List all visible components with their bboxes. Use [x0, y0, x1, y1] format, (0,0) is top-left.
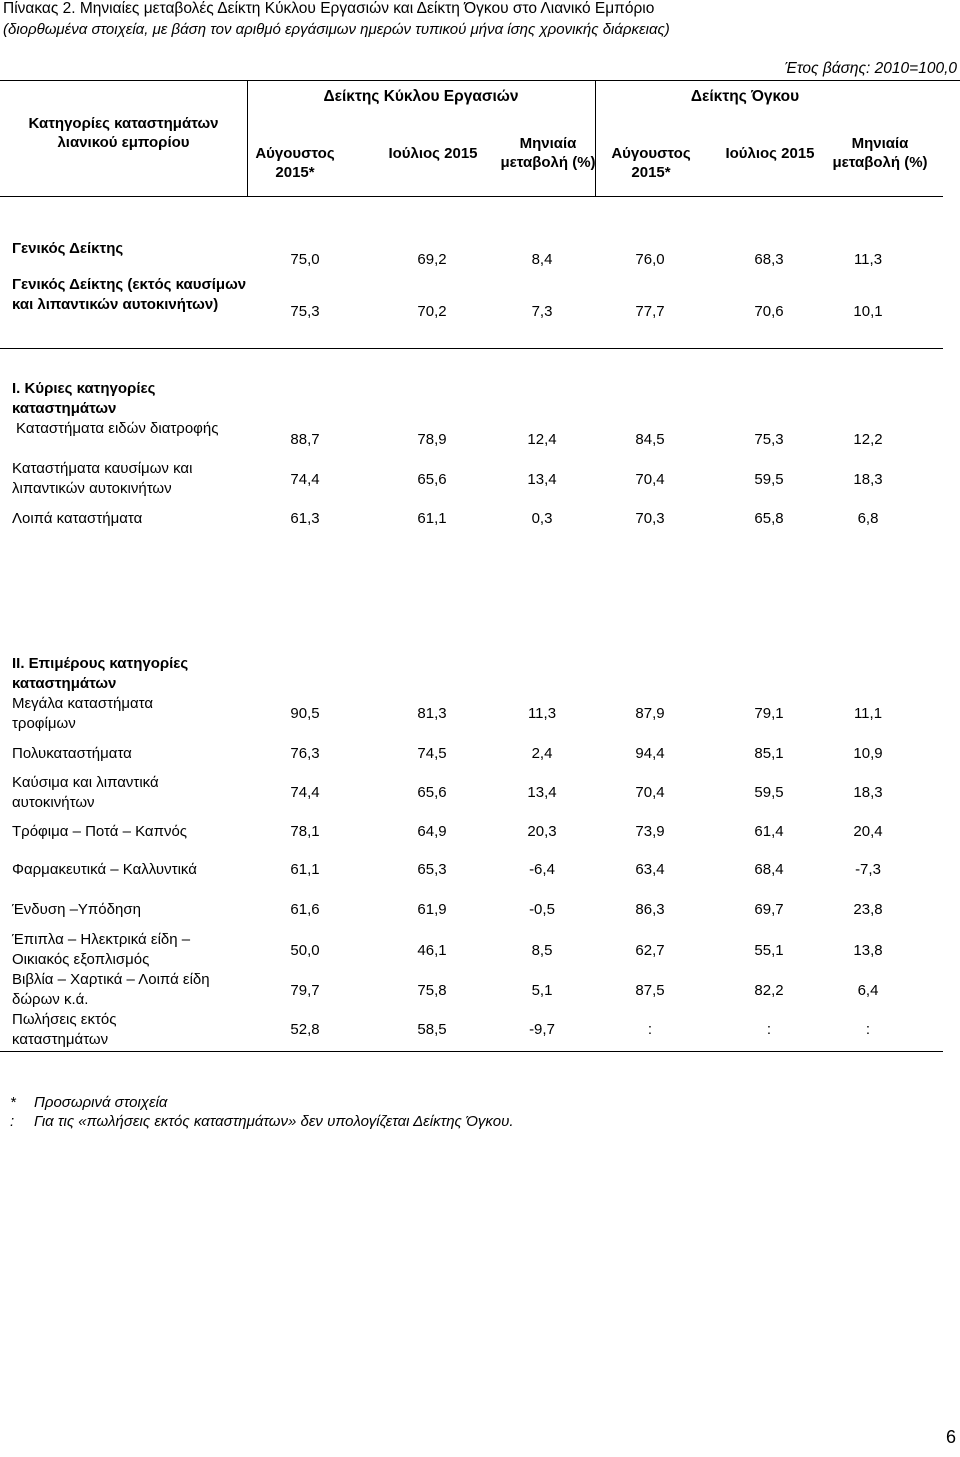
- cell: 7,3: [531, 303, 553, 320]
- cell: 20,3: [527, 823, 557, 840]
- cell: 70,2: [417, 303, 447, 320]
- col-header-change-volume: Μηνιαία μεταβολή (%): [832, 135, 928, 171]
- row-label-fuels: Καύσιμα και λιπαντικά αυτοκινήτων: [12, 774, 159, 811]
- cell: 94,4: [635, 745, 665, 762]
- cell: 58,5: [417, 1021, 447, 1038]
- cell: 76,0: [635, 251, 665, 268]
- base-year-note: Έτος βάσης: 2010=100,0: [784, 60, 957, 77]
- table-subtitle: (διορθωμένα στοιχεία, με βάση τον αριθμό εργάσιμων ημερών τυπικού μήνα ίσης χρονικής διάρκειας): [3, 21, 670, 38]
- cell: 75,0: [290, 251, 320, 268]
- cell: 11,3: [853, 251, 883, 268]
- cell: 82,2: [754, 982, 784, 999]
- cell: 13,8: [853, 942, 883, 959]
- row-label-general: Γενικός Δείκτης: [12, 240, 124, 257]
- header-category: Κατηγορίες καταστημάτων λιανικού εμπορίου: [28, 115, 219, 151]
- cell: 70,4: [635, 784, 665, 801]
- header-volume-group: Δείκτης Όγκου: [690, 88, 800, 105]
- cell: 62,7: [635, 942, 665, 959]
- cell: 78,9: [417, 431, 447, 448]
- cell: 65,8: [754, 510, 784, 527]
- cell: 20,4: [853, 823, 883, 840]
- cell: 50,0: [290, 942, 320, 959]
- cell: 5,1: [531, 982, 553, 999]
- cell: 81,3: [417, 705, 447, 722]
- cell: :: [647, 1021, 653, 1038]
- row-label-fuel-stores: Καταστήματα καυσίμων και λιπαντικών αυτοκινήτων: [12, 460, 193, 497]
- cell: 90,5: [290, 705, 320, 722]
- cell: 74,5: [417, 745, 447, 762]
- cell: 23,8: [853, 901, 883, 918]
- cell: 18,3: [853, 784, 883, 801]
- section-heading-main: I. Κύριες κατηγορίες καταστημάτων: [12, 380, 156, 417]
- cell: 59,5: [754, 471, 784, 488]
- cell: 74,4: [290, 471, 320, 488]
- col-header-aug-volume: Αύγουστος 2015*: [611, 145, 691, 181]
- cell: 68,4: [754, 861, 784, 878]
- cell: 52,8: [290, 1021, 320, 1038]
- cell: :: [766, 1021, 772, 1038]
- cell: 87,9: [635, 705, 665, 722]
- header-turnover-group: Δείκτης Κύκλου Εργασιών: [323, 88, 519, 105]
- cell: 2,4: [531, 745, 553, 762]
- cell: 70,3: [635, 510, 665, 527]
- cell: 8,5: [531, 942, 553, 959]
- cell: 61,3: [290, 510, 320, 527]
- cell: 79,1: [754, 705, 784, 722]
- cell: -7,3: [855, 861, 881, 878]
- cell: 11,3: [527, 705, 557, 722]
- rule-after-general: [0, 348, 943, 349]
- cell: 78,1: [290, 823, 320, 840]
- row-label-other-stores: Λοιπά καταστήματα: [12, 510, 143, 527]
- cell: 70,6: [754, 303, 784, 320]
- row-label-department-stores: Πολυκαταστήματα: [12, 745, 132, 762]
- cell: 12,2: [853, 431, 883, 448]
- page-number: 6: [945, 1427, 956, 1447]
- cell: 85,1: [754, 745, 784, 762]
- cell: 10,1: [853, 303, 883, 320]
- cell: 73,9: [635, 823, 665, 840]
- cell: 6,8: [857, 510, 879, 527]
- cell: 8,4: [531, 251, 553, 268]
- cell: 13,4: [527, 471, 557, 488]
- col-header-aug-turnover: Αύγουστος 2015*: [255, 145, 335, 181]
- cell: 59,5: [754, 784, 784, 801]
- cell: 68,3: [754, 251, 784, 268]
- cell: 46,1: [417, 942, 447, 959]
- header-top-rule: [0, 80, 960, 81]
- row-label-non-store-sales: Πωλήσεις εκτός καταστημάτων: [12, 1011, 117, 1048]
- cell: 88,7: [290, 431, 320, 448]
- section-heading-sub: II. Επιμέρους κατηγορίες καταστημάτων: [12, 655, 189, 692]
- cell: 77,7: [635, 303, 665, 320]
- row-label-food-drink-tobacco: Τρόφιμα – Ποτά – Καπνός: [12, 823, 188, 840]
- table-bottom-rule: [0, 1051, 943, 1052]
- row-label-food-stores: Καταστήματα ειδών διατροφής: [16, 420, 219, 437]
- cell: 12,4: [527, 431, 557, 448]
- cell: 84,5: [635, 431, 665, 448]
- row-label-clothing: Ένδυση –Υπόδηση: [12, 901, 141, 918]
- footnote-volume: Για τις «πωλήσεις εκτός καταστημάτων» δεν υπολογίζεται Δείκτης Όγκου.: [34, 1113, 514, 1130]
- cell: 10,9: [853, 745, 883, 762]
- cell: 6,4: [857, 982, 879, 999]
- cell: 61,1: [417, 510, 447, 527]
- cell: 11,1: [853, 705, 883, 722]
- table-title: Πίνακας 2. Μηνιαίες μεταβολές Δείκτη Κύκλου Εργασιών και Δείκτη Όγκου στο Λιανικό Εμπόριο: [3, 0, 655, 17]
- cell: 13,4: [527, 784, 557, 801]
- cell: 64,9: [417, 823, 447, 840]
- cell: 75,3: [754, 431, 784, 448]
- cell: 65,6: [417, 471, 447, 488]
- row-label-supermarkets: Μεγάλα καταστήματα τροφίμων: [12, 695, 154, 732]
- col-header-jul-turnover: Ιούλιος 2015: [388, 145, 478, 162]
- cell: -0,5: [529, 901, 555, 918]
- row-label-books-stationery: Βιβλία – Χαρτικά – Λοιπά είδη δώρων κ.ά.: [12, 971, 210, 1008]
- col-header-change-turnover: Μηνιαία μεταβολή (%): [500, 135, 596, 171]
- header-bottom-rule: [0, 196, 943, 197]
- cell: 74,4: [290, 784, 320, 801]
- cell: 0,3: [531, 510, 553, 527]
- footnote-provisional: Προσωρινά στοιχεία: [34, 1094, 168, 1111]
- row-label-pharma-cosmetics: Φαρμακευτικά – Καλλυντικά: [12, 861, 197, 878]
- cell: 75,8: [417, 982, 447, 999]
- cell: -9,7: [529, 1021, 555, 1038]
- cell: 69,7: [754, 901, 784, 918]
- cell: 61,6: [290, 901, 320, 918]
- cell: 65,3: [417, 861, 447, 878]
- cell: 65,6: [417, 784, 447, 801]
- cell: 76,3: [290, 745, 320, 762]
- footnote-mark-provisional: *: [10, 1094, 16, 1111]
- cell: 18,3: [853, 471, 883, 488]
- cell: 61,4: [754, 823, 784, 840]
- cell: 63,4: [635, 861, 665, 878]
- row-label-furniture-electrical: Έπιπλα – Ηλεκτρικά είδη – Οικιακός εξοπλισμός: [12, 931, 191, 968]
- cell: 61,9: [417, 901, 447, 918]
- cell: 87,5: [635, 982, 665, 999]
- cell: 69,2: [417, 251, 447, 268]
- cell: 55,1: [754, 942, 784, 959]
- cell: 86,3: [635, 901, 665, 918]
- cell: 75,3: [290, 303, 320, 320]
- col-header-jul-volume: Ιούλιος 2015: [725, 145, 815, 162]
- cell: -6,4: [529, 861, 555, 878]
- footnote-mark-volume: :: [10, 1113, 15, 1130]
- cell: 79,7: [290, 982, 320, 999]
- cell: :: [865, 1021, 871, 1038]
- cell: 61,1: [290, 861, 320, 878]
- cell: 70,4: [635, 471, 665, 488]
- row-label-general-ex-fuel: Γενικός Δείκτης (εκτός καυσίμων και λιπαντικών αυτοκινήτων): [12, 276, 247, 313]
